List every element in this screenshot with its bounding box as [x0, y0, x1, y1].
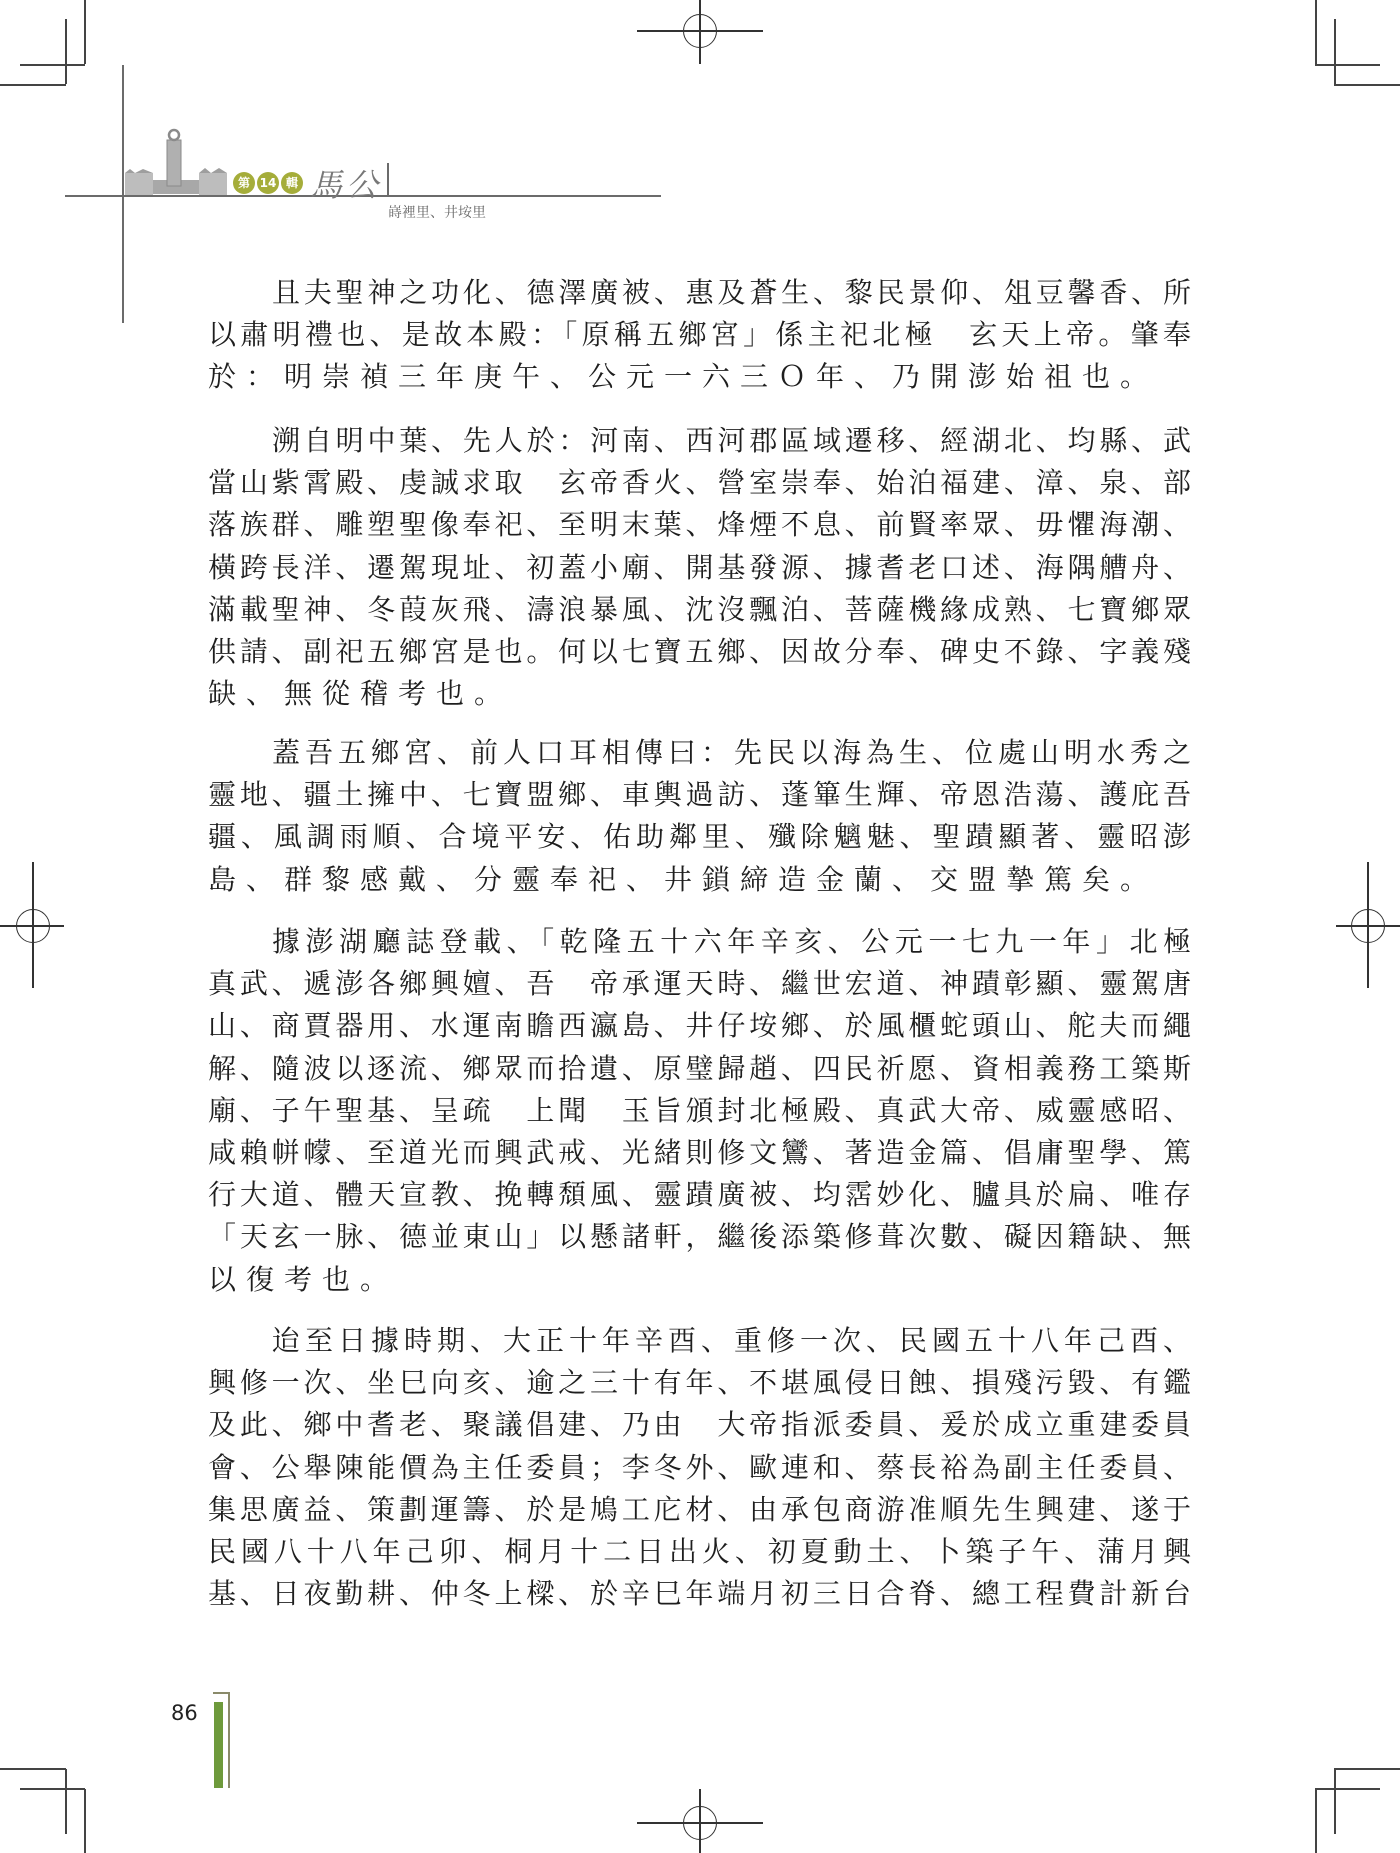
series-badge-suffix: 輯 — [281, 172, 303, 194]
crop-mark-br-h1 — [1315, 1788, 1380, 1790]
text-line: 山、商賈器用、水運南瞻西瀛島、井仔垵鄉、於風櫃蛇頭山、舵夫而繩 — [208, 1009, 1191, 1043]
text-line: 供請、副祀五鄉宮是也。何以七寶五鄉、因故分奉、碑史不錄、字義殘 — [208, 635, 1191, 669]
text-line: 當山紫霄殿、虔誠求取 玄帝香火、營室崇奉、始泊福建、漳、泉、部 — [208, 466, 1191, 500]
page-number-bracket-vertical — [228, 1692, 230, 1788]
text-line: 落族群、雕塑聖像奉祀、至明末葉、烽煙不息、前賢率眾、毋懼海潮、 — [208, 508, 1191, 542]
crop-mark-tr-h2 — [1334, 84, 1400, 86]
series-badge-prefix: 第 — [233, 172, 255, 194]
text-line: 於：明崇禎三年庚午、公元一六三Ｏ年、乃開澎始祖也。 — [208, 360, 1159, 394]
text-line: 迨至日據時期、大正十年辛酉、重修一次、民國五十八年己酉、 — [272, 1324, 1191, 1357]
crop-mark-br-v1 — [1315, 1789, 1317, 1853]
crop-mark-bl-h1 — [20, 1788, 85, 1790]
text-line: 溯自明中葉、先人於：河南、西河郡區域遷移、經湖北、均縣、武 — [272, 424, 1191, 457]
registration-mark-bottom-circle — [683, 1806, 717, 1840]
crop-mark-br-v2 — [1334, 1769, 1336, 1834]
text-line: 及此、鄉中耆老、聚議倡建、乃由 大帝指派委員、爰於成立重建委員 — [208, 1408, 1191, 1442]
text-line: 且夫聖神之功化、德澤廣被、惠及蒼生、黎民景仰、俎豆馨香、所 — [272, 276, 1191, 309]
header-vertical-rule — [122, 65, 124, 323]
page-number-accent-bar — [214, 1702, 223, 1788]
text-line: 真武、遞澎各鄉興嬗、吾 帝承運天時、繼世宏道、神蹟彰顯、靈駕唐 — [208, 967, 1191, 1001]
chapter-subtitle: 嵵裡里、井垵里 — [388, 205, 486, 221]
text-line: 島、群黎感戴、分靈奉祀、井鎖締造金蘭、交盟摯篤矣。 — [208, 862, 1159, 896]
crop-mark-tl-h1 — [20, 64, 85, 66]
text-line: 橫跨長洋、遷駕現址、初蓋小廟、開基發源、據耆老口述、海隅艚舟、 — [208, 550, 1191, 584]
crop-mark-tl-h2 — [0, 84, 66, 86]
anchor-monument-logo-icon — [125, 128, 227, 196]
header-title-divider — [387, 163, 389, 196]
registration-mark-left-circle — [16, 909, 50, 943]
paragraph-2 — [208, 420, 1191, 715]
text-line: 缺、無從稽考也。 — [208, 677, 513, 711]
text-line: 行大道、體天宣教、挽轉頹風、靈蹟廣被、均霑妙化、臚具於扁、唯存 — [208, 1178, 1191, 1212]
text-line: 興修一次、坐巳向亥、逾之三十有年、不堪風侵日蝕、損殘污毀、有鑑 — [208, 1366, 1191, 1400]
paragraph-1 — [208, 272, 1191, 399]
crop-mark-bl-v2 — [65, 1769, 67, 1834]
text-line: 以復考也。 — [208, 1262, 399, 1296]
text-line: 集思廣益、策劃運籌、於是鳩工庀材、由承包商游准順先生興建、遂于 — [208, 1492, 1191, 1526]
text-line: 靈地、疆土擁中、七寶盟鄉、車輿過訪、蓬篳生輝、帝恩浩蕩、護庇吾 — [208, 778, 1191, 812]
text-line: 民國八十八年己卯、桐月十二日出火、初夏動土、卜築子午、蒲月興 — [208, 1535, 1191, 1569]
crop-mark-tr-h1 — [1315, 64, 1380, 66]
crop-mark-bl-v1 — [84, 1789, 86, 1853]
text-line: 咸賴帡幪、至道光而興武戒、光緒則修文鸞、著造金篇、倡庸聖學、篤 — [208, 1136, 1191, 1170]
crop-mark-tr-v1 — [1315, 0, 1317, 64]
series-badge-number: 14 — [257, 172, 279, 194]
text-line: 「天玄一脉、德並東山」以懸諸軒，繼後添築修葺次數、礙因籍缺、無 — [208, 1220, 1191, 1254]
book-title: 馬公 — [310, 166, 383, 204]
text-line: 滿載聖神、冬葭灰飛、濤浪暴風、沈沒飄泊、菩薩機緣成熟、七寶鄉眾 — [208, 592, 1191, 626]
paragraph-5 — [208, 1320, 1191, 1615]
page-number-bracket-top — [213, 1692, 229, 1694]
text-line: 解、隨波以逐流、鄉眾而拾遺、原璧歸趙、四民祈愿、資相義務工築斯 — [208, 1051, 1191, 1085]
crop-mark-bl-h2 — [0, 1768, 66, 1770]
crop-mark-br-h2 — [1334, 1768, 1400, 1770]
text-line: 據澎湖廳誌登載、「乾隆五十六年辛亥、公元一七九一年」北極 — [272, 925, 1191, 958]
text-line: 廟、子午聖基、呈疏 上聞 玉旨頒封北極殿、真武大帝、威靈感昭、 — [208, 1093, 1191, 1127]
crop-mark-tl-v2 — [65, 19, 67, 84]
text-line: 疆、風調雨順、合境平安、佑助鄰里、殲除魑魅、聖蹟顯著、靈昭澎 — [208, 820, 1191, 854]
crop-mark-tr-v2 — [1334, 19, 1336, 84]
text-line: 以肅明禮也、是故本殿：「原稱五鄉宮」係主祀北極 玄天上帝。肇奉 — [208, 318, 1191, 352]
paragraph-3 — [208, 732, 1191, 901]
crop-mark-tl-v1 — [84, 0, 86, 64]
text-line: 會、公舉陳能價為主任委員；李冬外、歐連和、蔡長裕為副主任委員、 — [208, 1450, 1191, 1484]
registration-mark-right-circle — [1351, 909, 1385, 943]
registration-mark-top-circle — [683, 14, 717, 48]
page-number: 86 — [171, 1701, 198, 1725]
paragraph-4 — [208, 921, 1191, 1301]
text-line: 蓋吾五鄉宮、前人口耳相傳曰：先民以海為生、位處山明水秀之 — [272, 736, 1191, 769]
text-line: 基、日夜勤耕、仲冬上樑、於辛巳年端月初三日合脊、總工程費計新台 — [208, 1577, 1191, 1611]
